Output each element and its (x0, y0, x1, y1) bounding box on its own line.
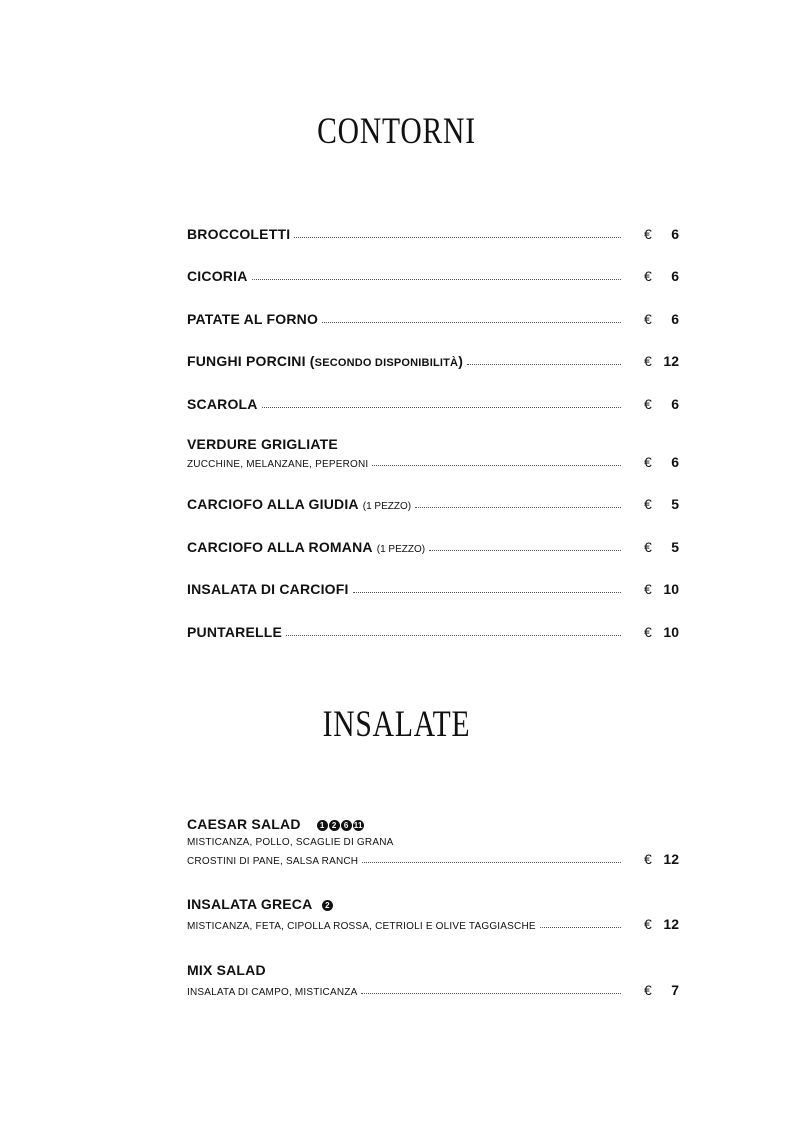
availability-note: SECONDO DISPONIBILITÀ (314, 357, 459, 369)
item-name: CICORIA (187, 268, 248, 284)
section-title-contorni: CONTORNI (317, 111, 476, 152)
dot-leader (262, 407, 621, 408)
item-name (187, 353, 463, 369)
item-description: ZUCCHINE, MELANZANE, PEPERONI (187, 459, 369, 470)
menu-item-caesar-salad (187, 816, 679, 867)
price-amount: 6 (671, 311, 679, 327)
item-price (644, 353, 679, 369)
price-amount: 6 (671, 396, 679, 412)
item-name: CARCIOFO ALLA ROMANA (187, 539, 373, 555)
allergen-badge: 6 (341, 820, 352, 831)
item-name: INSALATA DI CARCIOFI (187, 581, 349, 597)
item-name: BROCCOLETTI (187, 226, 291, 242)
price-amount: 5 (671, 496, 679, 512)
currency-symbol: € (644, 581, 652, 597)
currency-symbol: € (644, 311, 652, 327)
item-price (644, 916, 679, 932)
currency-symbol: € (644, 226, 652, 242)
dot-leader (372, 465, 621, 466)
menu-item-insalata-greca (187, 896, 679, 932)
menu-item-carciofo-alla-romana (187, 537, 679, 555)
dot-leader (467, 364, 621, 365)
item-note: (1 PEZZO) (362, 501, 412, 512)
item-price (644, 496, 679, 512)
currency-symbol: € (644, 268, 652, 284)
price-amount: 6 (671, 226, 679, 242)
currency-symbol: € (644, 396, 652, 412)
menu-item-insalata-di-carciofi (187, 579, 679, 597)
dot-leader (429, 550, 621, 551)
price-amount: 10 (663, 624, 679, 640)
price-amount: 5 (671, 539, 679, 555)
item-name: MIX SALAD (187, 962, 266, 978)
price-amount: 12 (663, 353, 679, 369)
currency-symbol: € (644, 851, 652, 867)
currency-symbol: € (644, 454, 652, 470)
item-price (644, 396, 679, 412)
item-name-main: FUNGHI PORCINI ( (187, 353, 315, 369)
item-name: PATATE AL FORNO (187, 311, 319, 327)
item-price (644, 268, 679, 284)
currency-symbol: € (644, 496, 652, 512)
allergen-badge: 11 (353, 821, 363, 830)
item-name: VERDURE GRIGLIATE (187, 436, 338, 452)
allergen-badges (317, 820, 364, 831)
currency-symbol: € (644, 916, 652, 932)
dot-leader (362, 862, 621, 863)
currency-symbol: € (644, 982, 652, 998)
price-amount: 12 (663, 851, 679, 867)
item-price (644, 581, 679, 597)
dot-leader (540, 927, 621, 928)
item-description: MISTICANZA, FETA, CIPOLLA ROSSA, CETRIOLI E OLIVE TAGGIASCHE (187, 921, 536, 932)
currency-symbol: € (644, 539, 652, 555)
menu-item-patate-al-forno (187, 309, 679, 327)
price-amount: 6 (671, 268, 679, 284)
menu-item-mix-salad (187, 962, 679, 998)
dot-leader (322, 322, 621, 323)
allergen-badge: 2 (329, 820, 340, 831)
allergen-badge: 2 (322, 900, 333, 911)
item-description: INSALATA DI CAMPO, MISTICANZA (187, 987, 358, 998)
item-note: (1 PEZZO) (376, 544, 426, 555)
section-title-insalate: INSALATE (322, 704, 471, 745)
item-price (644, 982, 679, 998)
menu-item-puntarelle (187, 622, 679, 640)
item-price (644, 624, 679, 640)
dot-leader (353, 592, 621, 593)
item-description-line: MISTICANZA, POLLO, SCAGLIE DI GRANA (187, 837, 394, 848)
item-name: CAESAR SALAD (187, 816, 301, 832)
price-amount: 10 (663, 581, 679, 597)
price-amount: 6 (671, 454, 679, 470)
item-price (644, 226, 679, 242)
price-amount: 7 (671, 982, 679, 998)
item-price (644, 311, 679, 327)
item-name-end: ) (458, 353, 464, 369)
allergen-badge: 1 (317, 820, 328, 831)
item-price (644, 454, 679, 470)
currency-symbol: € (644, 353, 652, 369)
menu-item-cicoria (187, 266, 679, 284)
item-name: PUNTARELLE (187, 624, 283, 640)
menu-item-carciofo-alla-giudia (187, 494, 679, 512)
menu-item-verdure-grigliate (187, 436, 679, 470)
item-name: CARCIOFO ALLA GIUDIA (187, 496, 359, 512)
dot-leader (415, 507, 621, 508)
item-price (644, 539, 679, 555)
item-name: SCAROLA (187, 396, 258, 412)
item-name: INSALATA GRECA (187, 896, 312, 912)
menu-item-broccoletti (187, 224, 679, 242)
item-price (644, 851, 679, 867)
dot-leader (294, 237, 621, 238)
dot-leader (361, 993, 621, 994)
allergen-badges (322, 900, 333, 911)
menu-item-scarola (187, 394, 679, 412)
menu-item-funghi-porcini (187, 351, 679, 369)
dot-leader (252, 279, 621, 280)
item-description-line: CROSTINI DI PANE, SALSA RANCH (187, 856, 359, 867)
price-amount: 12 (663, 916, 679, 932)
dot-leader (286, 635, 621, 636)
currency-symbol: € (644, 624, 652, 640)
